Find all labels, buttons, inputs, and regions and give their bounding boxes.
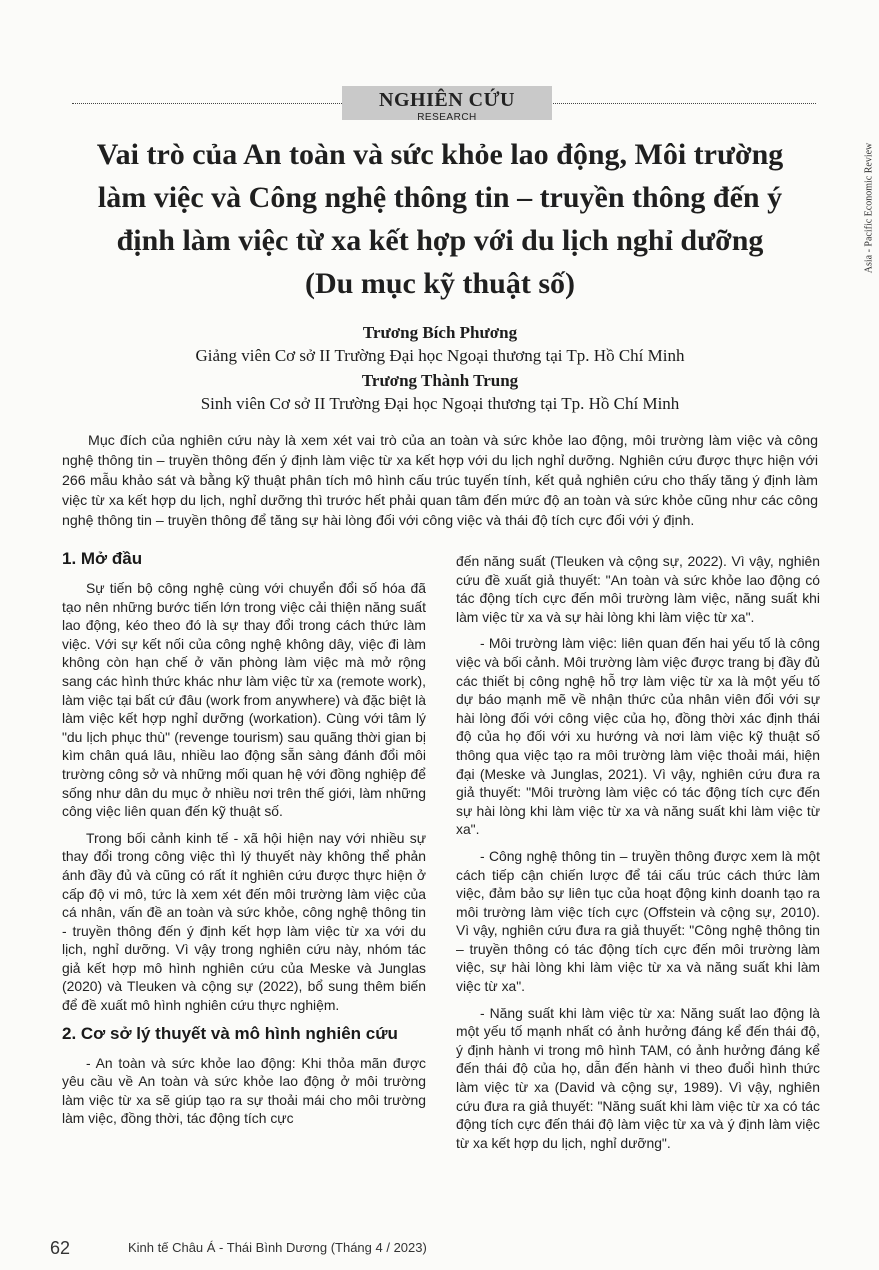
author-name: Trương Thành Trung [361,371,519,390]
title-line: định làm việc từ xa kết hợp với du lịch nghỉ dưỡng [116,224,764,257]
page-number: 62 [50,1238,71,1258]
title-line: Vai trò của An toàn và sức khỏe lao động, Môi trường [96,138,784,171]
paragraph: - An toàn và sức khỏe lao động: Khi thỏa mãn được yêu cầu về An toàn và sức khỏe lao động ở môi trường làm việc từ xa sẽ giúp tạo ra sự thoải mái cho môi trường làm việc, đồng thời, tác động tích cực [62,1054,426,1127]
abstract: Mục đích của nghiên cứu này là xem xét vai trò của an toàn và sức khỏe lao động, môi trường làm việc và công nghệ thông tin – truyền thông đến ý định làm việc từ xa kết hợp với du lịch nghỉ dưỡng. Nghiên cứu được thực hiện với 266 mẫu khảo sát và bằng kỹ thuật phân tích mô hình cấu trúc tuyến tính, kết quả nghiên cứu cho thấy tăng ý định làm việc từ xa kết hợp du lịch, nghỉ dưỡng thì trước hết phải quan tâm đến mức độ an toàn và sức khỏe cũng như các công nghệ thông tin – truyền thông để tăng sự hài lòng đối với công việc và thái độ tích cực đối với ý định. [62,433,818,529]
article-title [40,133,840,305]
section-label-en: RESEARCH [417,112,477,123]
author-affiliation: Sinh viên Cơ sở II Trường Đại học Ngoại thương tại Tp. Hồ Chí Minh [200,394,680,413]
journal-side-label [862,128,876,288]
section-label: NGHIÊN CỨU [379,89,515,111]
footer-journal: Kinh tế Châu Á - Thái Bình Dương (Tháng 4 / 2023) [128,1240,427,1255]
paragraph: - Môi trường làm việc: liên quan đến hai yếu tố là công việc và bối cảnh. Môi trường làm việc được trang bị đầy đủ các thiết bị công nghệ hỗ trợ làm việc từ xa là một yếu tố dự báo mạnh mẽ về nhận thức của nhân viên đối với sự hài lòng đối với công việc của họ, đồng thời xác định thái độ của họ đối với xu hướng và nơi làm việc kỹ thuật số thông qua việc tạo ra môi trường làm việc thoải mái, hiện đại (Meske và Junglas, 2021). Vì vậy, nghiên cứu đưa ra giả thuyết: "Môi trường làm việc có tác động tích cực đến sự hài lòng khi làm việc từ xa và năng suất khi làm việc từ xa". [456,635,820,838]
paragraph: đến năng suất (Tleuken và cộng sự, 2022). Vì vậy, nghiên cứu đề xuất giả thuyết: "An toàn và sức khỏe lao động có tác động tích cực đến môi trường làm việc, năng suất khi làm việc từ xa và sự hài lòng khi làm việc từ xa". [456,553,820,625]
journal-side-text: Asia - Pacific Economic Review [863,142,875,274]
title-line: làm việc và Công nghệ thông tin – truyền thông đến ý [97,181,783,214]
paragraph: - Công nghệ thông tin – truyền thông được xem là một cách tiếp cận chiến lược để tái cấu trúc cách thức làm việc, đảm bảo sự liên tục của hoạt động kinh doanh tạo ra môi trường làm việc tích cực (Offstein và cộng sự, 2010). Vì vậy, nghiên cứu đưa ra giả thuyết: "Công nghệ thông tin – truyền thông có tác động tích cực đến môi trường làm việc, sự hài lòng khi làm việc từ xa và năng suất khi làm việc từ xa". [456,847,820,995]
paragraph: - Năng suất khi làm việc từ xa: Năng suất lao động là một yếu tố mạnh nhất có ảnh hưởng đáng kể đến thái độ, ý định hành vi trong mô hình TAM, có ảnh hưởng đáng kể đến thái độ của họ, dẫn đến hành vi theo đuổi hình thức làm việc từ xa (David và cộng sự, 1989). Vì vậy, nghiên cứu đưa ra giả thuyết: "Năng suất khi làm việc từ xa có tác động tích cực đến thái độ làm việc từ xa và ý định làm việc từ xa kết hợp du lịch, nghỉ dưỡng". [456,1004,820,1151]
paragraph: Trong bối cảnh kinh tế - xã hội hiện nay với nhiều sự thay đổi trong công việc thì lý thuyết này không thể phản ánh đầy đủ và cũng có rất ít nghiên cứu được thực hiện ở cấp độ vi mô, tức là xem xét đến môi trường làm việc của cá nhân, vấn đề an toàn và sức khỏe, công nghệ thông tin - truyền thông đến ý định kết hợp làm việc từ xa với du lịch, nghỉ dưỡng. Vì vậy trong nghiên cứu này, nhóm tác giả kết hợp mô hình nghiên cứu của Meske và Junglas (2020) và Tleuken và cộng sự (2022), bổ sung thêm biến để đề xuất mô hình nghiên cứu thực nghiệm. [62,829,426,1014]
section-heading-theory: 2. Cơ sở lý thuyết và mô hình nghiên cứu [62,1023,398,1043]
right-column [456,552,820,1160]
section-tag [342,86,552,123]
title-line: (Du mục kỹ thuật số) [304,267,576,300]
paragraph: Sự tiến bộ công nghệ cùng với chuyển đổi số hóa đã tạo nên những bước tiến lớn trong việc cải thiện năng suất lao động, kéo theo đó là sự thay đổi trong cách thức làm việc. Với sự kết nối của công nghệ không dây, việc đi làm không còn hạn chế ở văn phòng làm việc mà mở rộng sang các hình thức khác như làm việc từ xa (remote work), làm việc tại bất cứ đâu (work from anywhere) và đặc biệt là làm việc kết hợp nghỉ dưỡng (workation). Cùng với tâm lý "du lịch phục thù" (revenge tourism) sau quãng thời gian bị kìm chân quá lâu, nhiều lao động sẵn sàng đánh đổi môi trường công sở và những mối quan hệ với đồng nghiệp để sống như dân du mục ở nhiều nơi trên thế giới, làm những công việc liên quan đến kỹ thuật số. [62,580,426,820]
author-affiliation: Giảng viên Cơ sở II Trường Đại học Ngoại thương tại Tp. Hồ Chí Minh [195,346,685,365]
author-name: Trương Bích Phương [362,323,518,342]
left-column [62,548,426,1136]
section-heading-intro: 1. Mở đầu [62,549,143,568]
